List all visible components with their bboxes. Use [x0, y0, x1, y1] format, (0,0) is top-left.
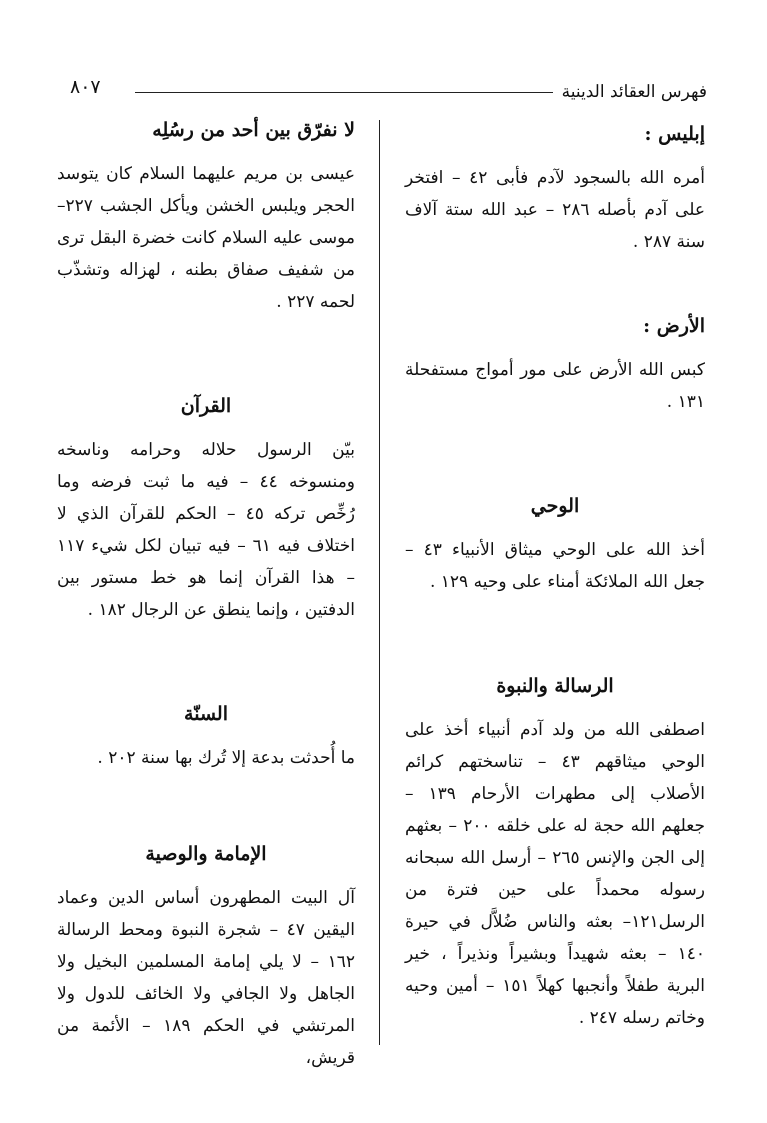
section-heading: إبليس :: [644, 123, 705, 145]
section-heading: لا نفرّق بين أحد من رسُلِه: [152, 119, 355, 141]
section-heading: الإمامة والوصية: [145, 843, 267, 865]
page-number: ٨٠٧: [70, 76, 101, 98]
section-text: اصطفى الله من ولد آدم أنبياء أخذ على الوحي ميثاقهم ٤٣ – تناسختهم كرائم الأصلاب إلى مطهرات الأرحام ١٣٩ – جعلهم الله حجة له على خلقه ٢٠٠ – بعثهم إلى الجن والإنس ٢٦٥ – أرسل الله سبحانه رسوله محمداً على حين فترة من الرسل١٢١– بعثه والناس ضُلاَّل في حيرة ١٤٠ – بعثه شهيداً وبشيراً ونذيراً ، خير البرية طفلاً وأنجبها كهلاً ١٥١ – أمين وحيه وخاتم رسله ٢٤٧ .: [405, 720, 706, 1028]
section-text: كبس الله الأرض على مور أمواج مستفحلة ١٣١ .: [405, 360, 705, 412]
section-text: بيّن الرسول حلاله وحرامه وناسخه ومنسوخه ٤٤ – فيه ما ثبت فرضه وما رُخِّص تركه ٤٥ – الحكم للقرآن الذي لا اختلاف فيه ٦١ – فيه تبيان لكل شيء ١١٧ – هذا القرآن إنما هو خط مستور بين الدفتين ، وإنما ينطق عن الرجال ١٨٢ .: [57, 440, 356, 620]
section-text: أمره الله بالسجود لآدم فأبى ٤٢ – افتخر على آدم بأصله ٢٨٦ – عبد الله ستة آلاف سنة ٢٨٧ .: [405, 168, 706, 252]
header-rule: [135, 92, 553, 93]
section-text: آل البيت المطهرون أساس الدين وعماد اليقين ٤٧ – شجرة النبوة ومحط الرسالة ١٦٢ – لا يلي إمامة المسلمين البخيل ولا الجاهل ولا الجافي ولا الخائف للدول ولا المرتشي في الحكم ١٨٩ – الأئمة من قريش،: [57, 888, 355, 1068]
section-text: عيسى بن مريم عليهما السلام كان يتوسد الحجر ويلبس الخشن ويأكل الجشب ٢٢٧– موسى عليه السلام كانت خضرة البقل ترى من شفيف صفاق بطنه ، لهزاله وتشذّب لحمه ٢٢٧ .: [57, 164, 355, 312]
section-heading: الرسالة والنبوة: [496, 675, 614, 697]
section-heading: القرآن: [180, 395, 232, 417]
section-heading: السنّة: [184, 703, 228, 725]
section-sunnah: [57, 700, 355, 774]
section-text: ما أُحدثت بدعة إلا تُرك بها سنة ٢٠٢ .: [97, 748, 355, 768]
running-header-title: فهرس العقائد الدينية: [561, 82, 707, 102]
section-quran: [57, 392, 355, 626]
section-revelation: [405, 492, 705, 598]
column-divider: [379, 120, 380, 1045]
section-earth: [405, 312, 705, 418]
section-heading: الأرض :: [643, 315, 705, 337]
section-iblis: [405, 120, 705, 258]
section-imamate: [57, 840, 355, 1074]
section-prophecy: [405, 672, 705, 1034]
section-no-distinction: [57, 116, 355, 318]
section-heading: الوحي: [530, 495, 580, 517]
section-text: أخذ الله على الوحي ميثاق الأنبياء ٤٣ – جعل الله الملائكة أمناء على وحيه ١٢٩ .: [405, 540, 705, 592]
